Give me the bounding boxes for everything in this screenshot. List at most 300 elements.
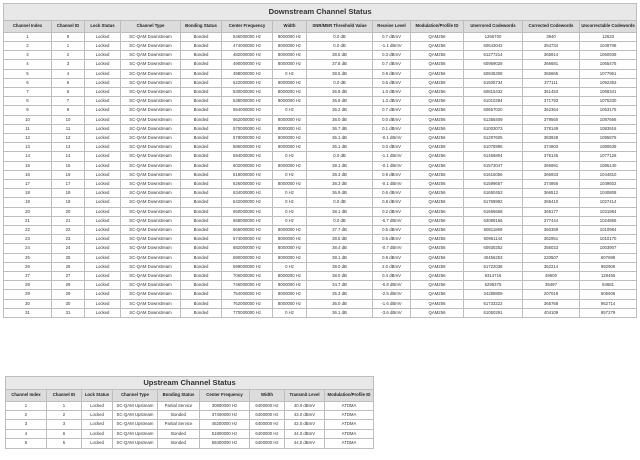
upstream-column-header: Channel Type	[113, 390, 158, 402]
downstream-cell: 404109	[523, 308, 580, 317]
downstream-cell: 10	[52, 115, 85, 124]
downstream-cell: 365177	[523, 207, 580, 216]
downstream-cell: 1085876	[580, 134, 637, 143]
downstream-cell: 0 Hz	[273, 216, 307, 225]
downstream-cell: 1063175	[580, 106, 637, 115]
upstream-cell: SC-QAM Upstream	[113, 401, 158, 410]
downstream-cell: 12633	[580, 32, 637, 41]
downstream-cell: Locked	[85, 290, 121, 299]
downstream-cell: 8000000 Hz	[273, 235, 307, 244]
downstream-table-row	[4, 152, 637, 161]
upstream-table-row	[6, 439, 374, 448]
downstream-cell: 61650453	[464, 189, 523, 198]
downstream-cell: 18	[4, 189, 52, 198]
downstream-cell: 658000000 Hz	[222, 216, 273, 225]
downstream-cell: 15	[4, 161, 52, 170]
downstream-cell: SC-QAM Downstream	[121, 308, 181, 317]
downstream-table-row	[4, 51, 637, 60]
downstream-cell: 8000000 Hz	[273, 60, 307, 69]
downstream-cell: SC-QAM Downstream	[121, 32, 181, 41]
downstream-cell: 366991	[523, 161, 580, 170]
downstream-column-header: Corrected Codewords	[523, 21, 580, 33]
downstream-cell: 0.0 dB	[307, 32, 373, 41]
downstream-cell: 0 Hz	[273, 262, 307, 271]
downstream-cell: SC-QAM Downstream	[121, 299, 181, 308]
downstream-cell: Bonded	[181, 170, 222, 179]
upstream-cell: 37400000 Hz	[200, 410, 250, 419]
downstream-cell: QAM256	[411, 272, 464, 281]
downstream-cell: 1	[4, 32, 52, 41]
downstream-cell: 14	[52, 152, 85, 161]
downstream-cell: SC-QAM Downstream	[121, 262, 181, 271]
downstream-cell: SC-QAM Downstream	[121, 198, 181, 207]
downstream-cell: 356023	[523, 244, 580, 253]
downstream-cell: Locked	[85, 198, 121, 207]
downstream-cell: 607699	[580, 253, 637, 262]
downstream-cell: QAM256	[411, 253, 464, 262]
downstream-cell: 26	[52, 262, 85, 271]
downstream-table-row	[4, 216, 637, 225]
downstream-cell: 19	[4, 198, 52, 207]
upstream-column-header: Channel ID	[47, 390, 82, 402]
downstream-cell: 362364	[523, 106, 580, 115]
downstream-cell: 1024865	[580, 216, 637, 225]
downstream-cell: 22	[52, 226, 85, 235]
downstream-cell: Bonded	[181, 42, 222, 51]
upstream-table-row	[6, 410, 374, 419]
downstream-cell: Bonded	[181, 244, 222, 253]
upstream-cell: 40.0 dBmV	[285, 401, 325, 410]
upstream-cell: ATDMA	[325, 410, 374, 419]
downstream-cell: 60643042	[464, 42, 523, 51]
downstream-cell: Bonded	[181, 299, 222, 308]
downstream-table-row	[4, 189, 637, 198]
downstream-cell: SC-QAM Downstream	[121, 143, 181, 152]
downstream-cell: 38.5 dB	[307, 235, 373, 244]
downstream-cell: 21	[4, 216, 52, 225]
downstream-cell: Locked	[85, 207, 121, 216]
upstream-column-header: Bonding Status	[158, 390, 200, 402]
downstream-cell: 34.7 dB	[307, 281, 373, 290]
downstream-cell: Locked	[85, 161, 121, 170]
upstream-cell: SC-QAM Upstream	[113, 410, 158, 419]
downstream-cell: SC-QAM Downstream	[121, 290, 181, 299]
downstream-cell: 698000000 Hz	[222, 262, 273, 271]
downstream-cell: 49600	[523, 272, 580, 281]
downstream-cell: 8000000 Hz	[273, 244, 307, 253]
downstream-cell: 15	[52, 161, 85, 170]
downstream-cell: 1010984	[580, 226, 637, 235]
downstream-cell: Bonded	[181, 226, 222, 235]
downstream-cell: 38.1 dB	[307, 207, 373, 216]
downstream-table-row	[4, 60, 637, 69]
upstream-cell: 6400000 Hz	[250, 401, 285, 410]
downstream-table-row	[4, 272, 637, 281]
downstream-cell: Locked	[85, 60, 121, 69]
downstream-table-row	[4, 69, 637, 78]
downstream-cell: QAM256	[411, 161, 464, 170]
downstream-cell: Locked	[85, 308, 121, 317]
downstream-cell: 36.9 dB	[307, 189, 373, 198]
downstream-cell: 490000000 Hz	[222, 60, 273, 69]
downstream-cell: 374866	[523, 180, 580, 189]
downstream-table-row	[4, 161, 637, 170]
downstream-cell: 0 Hz	[273, 207, 307, 216]
downstream-cell: SC-QAM Downstream	[121, 51, 181, 60]
downstream-cell: Locked	[85, 152, 121, 161]
downstream-cell: 642000000 Hz	[222, 198, 273, 207]
downstream-cell: 25	[4, 253, 52, 262]
downstream-cell: 23	[4, 235, 52, 244]
downstream-cell: 60845308	[464, 69, 523, 78]
downstream-cell: 762000000 Hz	[222, 299, 273, 308]
downstream-cell: 0.7 dBmV	[373, 32, 411, 41]
downstream-cell: 61769992	[464, 198, 523, 207]
downstream-cell: QAM256	[411, 78, 464, 87]
downstream-cell: 4	[4, 60, 52, 69]
upstream-cell: ATDMA	[325, 439, 374, 448]
downstream-cell: 2.0 dBmV	[373, 262, 411, 271]
downstream-cell: SC-QAM Downstream	[121, 207, 181, 216]
downstream-cell: 61003073	[464, 124, 523, 133]
downstream-cell: -0.7 dBmV	[373, 244, 411, 253]
downstream-cell: -3.6 dBmV	[373, 308, 411, 317]
downstream-cell: QAM256	[411, 32, 464, 41]
downstream-cell: 38.0 dB	[307, 262, 373, 271]
downstream-cell: 12	[52, 134, 85, 143]
downstream-cell: SC-QAM Downstream	[121, 115, 181, 124]
downstream-cell: 31	[52, 308, 85, 317]
downstream-cell: Locked	[85, 281, 121, 290]
downstream-cell: QAM256	[411, 244, 464, 253]
upstream-column-header: Transmit Level	[285, 390, 325, 402]
downstream-cell: 1077126	[580, 152, 637, 161]
downstream-channel-table	[3, 3, 637, 318]
downstream-cell: SC-QAM Downstream	[121, 69, 181, 78]
upstream-table-row	[6, 420, 374, 429]
downstream-cell: 36.8 dB	[307, 88, 373, 97]
upstream-cell: 44.0 dBmV	[285, 439, 325, 448]
downstream-cell: Bonded	[181, 78, 222, 87]
upstream-channel-table	[5, 376, 374, 449]
downstream-cell: Bonded	[181, 143, 222, 152]
downstream-cell: 0 Hz	[273, 170, 307, 179]
upstream-column-header: Center Frequency	[200, 390, 250, 402]
upstream-cell: 6400000 Hz	[250, 429, 285, 438]
upstream-cell: Locked	[82, 410, 113, 419]
downstream-cell: 594000000 Hz	[222, 152, 273, 161]
downstream-cell: QAM256	[411, 207, 464, 216]
downstream-cell: QAM256	[411, 262, 464, 271]
downstream-cell: Locked	[85, 216, 121, 225]
downstream-cell: 0.6 dBmV	[373, 189, 411, 198]
downstream-cell: 37.7 dB	[307, 226, 373, 235]
downstream-cell: 0.0 dBmV	[373, 143, 411, 152]
downstream-cell: Locked	[85, 115, 121, 124]
downstream-cell: Bonded	[181, 272, 222, 281]
downstream-cell: 38.1 dB	[307, 161, 373, 170]
downstream-cell: Locked	[85, 189, 121, 198]
downstream-cell: QAM256	[411, 226, 464, 235]
downstream-cell: -0.8 dBmV	[373, 281, 411, 290]
upstream-cell: SC-QAM Upstream	[113, 429, 158, 438]
downstream-cell: -1.1 dBmV	[373, 152, 411, 161]
downstream-cell: Bonded	[181, 189, 222, 198]
downstream-cell: 992906	[580, 262, 637, 271]
downstream-cell: QAM256	[411, 308, 464, 317]
downstream-table-row	[4, 235, 637, 244]
downstream-cell: 61297605	[464, 134, 523, 143]
downstream-cell: SC-QAM Downstream	[121, 226, 181, 235]
downstream-table-row	[4, 244, 637, 253]
upstream-cell: 6	[47, 429, 82, 438]
downstream-column-header: Lock Status	[85, 21, 121, 33]
downstream-cell: 0 Hz	[273, 152, 307, 161]
downstream-cell: 666000000 Hz	[222, 226, 273, 235]
upstream-column-header: Width	[250, 390, 285, 402]
downstream-cell: 61505734	[464, 78, 523, 87]
upstream-cell: 3	[6, 420, 47, 429]
downstream-cell: Bonded	[181, 51, 222, 60]
upstream-cell: Partial Service	[158, 401, 200, 410]
downstream-cell: Locked	[85, 180, 121, 189]
upstream-cell: 3	[47, 420, 82, 429]
downstream-cell: 0.6 dBmV	[373, 78, 411, 87]
downstream-cell: 1068341	[580, 88, 637, 97]
downstream-cell: 360359	[523, 226, 580, 235]
downstream-cell: 61722038	[464, 262, 523, 271]
downstream-cell: SC-QAM Downstream	[121, 78, 181, 87]
downstream-cell: 474000000 Hz	[222, 42, 273, 51]
downstream-cell: 61050291	[464, 308, 523, 317]
downstream-cell: 38.0 dB	[307, 115, 373, 124]
downstream-cell: 7	[52, 97, 85, 106]
downstream-cell: 8000000 Hz	[273, 226, 307, 235]
downstream-cell: 377444	[523, 216, 580, 225]
downstream-cell: Locked	[85, 106, 121, 115]
downstream-cell: SC-QAM Downstream	[121, 253, 181, 262]
downstream-cell: 38.0 dB	[307, 272, 373, 281]
downstream-cell: 377111	[523, 78, 580, 87]
downstream-cell: QAM256	[411, 134, 464, 143]
downstream-cell: QAM256	[411, 189, 464, 198]
downstream-cell: QAM256	[411, 216, 464, 225]
downstream-table-row	[4, 170, 637, 179]
downstream-cell: 61733222	[464, 299, 523, 308]
downstream-cell: 36.1 dB	[307, 308, 373, 317]
downstream-cell: 8000000 Hz	[273, 290, 307, 299]
downstream-cell: 522000000 Hz	[222, 78, 273, 87]
upstream-column-header: Channel Index	[6, 390, 47, 402]
downstream-cell: 0.3 dBmV	[373, 51, 411, 60]
downstream-cell: 366665	[523, 69, 580, 78]
downstream-cell: Locked	[85, 143, 121, 152]
upstream-cell: Locked	[82, 401, 113, 410]
downstream-cell: 1087666	[580, 115, 637, 124]
downstream-cell: QAM256	[411, 299, 464, 308]
downstream-cell: 602000000 Hz	[222, 161, 273, 170]
downstream-cell: 0.9 dBmV	[373, 170, 411, 179]
upstream-cell: Bonded	[158, 429, 200, 438]
downstream-cell: 0 Hz	[273, 308, 307, 317]
downstream-cell: Bonded	[181, 253, 222, 262]
downstream-cell: Locked	[85, 272, 121, 281]
downstream-cell: 706000000 Hz	[222, 272, 273, 281]
downstream-column-header: Bonding Status	[181, 21, 222, 33]
downstream-column-header: SNR/MER Threshold Value	[307, 21, 373, 33]
downstream-cell: QAM256	[411, 60, 464, 69]
downstream-cell: 9314716	[464, 272, 523, 281]
downstream-cell: SC-QAM Downstream	[121, 97, 181, 106]
downstream-cell: 9	[52, 106, 85, 115]
downstream-cell: 0.1 dBmV	[373, 124, 411, 133]
downstream-cell: 36.1 dB	[307, 134, 373, 143]
downstream-cell: Bonded	[181, 60, 222, 69]
upstream-cell: 30800000 Hz	[200, 401, 250, 410]
downstream-cell: 26	[4, 262, 52, 271]
downstream-cell: 8000000 Hz	[273, 88, 307, 97]
downstream-cell: 8000000 Hz	[273, 97, 307, 106]
downstream-cell: QAM256	[411, 235, 464, 244]
downstream-cell: QAM256	[411, 51, 464, 60]
downstream-cell: 14	[4, 152, 52, 161]
downstream-cell: 1003907	[580, 244, 637, 253]
downstream-table-row	[4, 290, 637, 299]
downstream-cell: 6	[4, 78, 52, 87]
downstream-cell: QAM256	[411, 143, 464, 152]
upstream-cell: 51800000 Hz	[200, 429, 250, 438]
downstream-cell: 61466804	[464, 152, 523, 161]
downstream-cell: 10	[4, 115, 52, 124]
downstream-cell: 376145	[523, 152, 580, 161]
downstream-table-row	[4, 253, 637, 262]
upstream-cell: 5	[6, 439, 47, 448]
downstream-table-body	[4, 32, 637, 317]
downstream-cell: SC-QAM Downstream	[121, 42, 181, 51]
downstream-cell: 20	[4, 207, 52, 216]
downstream-table-row	[4, 198, 637, 207]
downstream-cell: 7	[4, 88, 52, 97]
downstream-cell: 8000000 Hz	[273, 180, 307, 189]
downstream-table-row	[4, 42, 637, 51]
downstream-table-row	[4, 207, 637, 216]
downstream-cell: SC-QAM Downstream	[121, 235, 181, 244]
downstream-cell: 8000000 Hz	[273, 272, 307, 281]
downstream-cell: 498000000 Hz	[222, 69, 273, 78]
downstream-cell: 0 Hz	[273, 69, 307, 78]
downstream-cell: 0.0 dB	[307, 216, 373, 225]
downstream-cell: 60959028	[464, 60, 523, 69]
downstream-cell: 36.2 dB	[307, 106, 373, 115]
downstream-cell: 23	[52, 235, 85, 244]
downstream-cell: 383928	[523, 134, 580, 143]
downstream-cell: QAM256	[411, 115, 464, 124]
upstream-cell: 5	[47, 439, 82, 448]
downstream-table-row	[4, 299, 637, 308]
downstream-cell: 38.3 dB	[307, 180, 373, 189]
downstream-cell: SC-QAM Downstream	[121, 106, 181, 115]
downstream-cell: QAM256	[411, 290, 464, 299]
downstream-cell: 8000000 Hz	[273, 51, 307, 60]
downstream-cell: 362951	[523, 235, 580, 244]
downstream-cell: 361453	[523, 88, 580, 97]
downstream-cell: QAM256	[411, 124, 464, 133]
downstream-cell: Locked	[85, 170, 121, 179]
downstream-cell: Bonded	[181, 134, 222, 143]
downstream-cell: Bonded	[181, 161, 222, 170]
upstream-column-header: Lock Status	[82, 390, 113, 402]
downstream-table-row	[4, 124, 637, 133]
downstream-cell: 11	[4, 124, 52, 133]
downstream-cell: 12	[4, 134, 52, 143]
upstream-cell: Locked	[82, 429, 113, 438]
downstream-cell: Locked	[85, 235, 121, 244]
downstream-cell: 38.1 dB	[307, 253, 373, 262]
downstream-cell: Bonded	[181, 180, 222, 189]
downstream-cell: SC-QAM Downstream	[121, 161, 181, 170]
downstream-cell: 554000000 Hz	[222, 106, 273, 115]
downstream-cell: 8000000 Hz	[273, 32, 307, 41]
downstream-cell: 8000000 Hz	[273, 253, 307, 262]
upstream-table-row	[6, 429, 374, 438]
downstream-cell: Bonded	[181, 152, 222, 161]
downstream-cell: 0 Hz	[273, 189, 307, 198]
downstream-cell: 60930252	[464, 244, 523, 253]
downstream-cell: 1.0 dBmV	[373, 88, 411, 97]
upstream-cell: 6400000 Hz	[250, 439, 285, 448]
downstream-column-header: Channel Index	[4, 21, 52, 33]
downstream-cell: 634000000 Hz	[222, 189, 273, 198]
downstream-cell: Locked	[85, 244, 121, 253]
downstream-cell: Bonded	[181, 262, 222, 271]
downstream-cell: -0.1 dBmV	[373, 134, 411, 143]
downstream-cell: 4	[52, 69, 85, 78]
downstream-column-header: Center Frequency	[222, 21, 273, 33]
downstream-cell: 27	[52, 272, 85, 281]
downstream-cell: 366681	[523, 60, 580, 69]
downstream-cell: 366933	[523, 170, 580, 179]
downstream-cell: 365410	[523, 198, 580, 207]
downstream-cell: Locked	[85, 124, 121, 133]
downstream-cell: 746000000 Hz	[222, 281, 273, 290]
downstream-column-header: Unerrored Codewords	[464, 21, 523, 33]
downstream-cell: 30	[4, 299, 52, 308]
upstream-column-header: Modulation/Profile ID	[325, 390, 374, 402]
downstream-cell: 1040808	[580, 189, 637, 198]
downstream-cell: SC-QAM Downstream	[121, 124, 181, 133]
downstream-cell: QAM256	[411, 106, 464, 115]
downstream-cell: 19	[52, 198, 85, 207]
upstream-cell: Partial Service	[158, 420, 200, 429]
downstream-cell: 61616056	[464, 170, 523, 179]
downstream-cell: 690000000 Hz	[222, 253, 273, 262]
downstream-cell: Bonded	[181, 216, 222, 225]
upstream-cell: 42.0 dBmV	[285, 420, 325, 429]
downstream-cell: 1	[52, 42, 85, 51]
downstream-cell: QAM256	[411, 152, 464, 161]
downstream-cell: 371793	[523, 97, 580, 106]
downstream-cell: QAM256	[411, 42, 464, 51]
upstream-cell: 44.0 dBmV	[285, 429, 325, 438]
downstream-cell: 0.9 dBmV	[373, 69, 411, 78]
downstream-cell: 8000000 Hz	[273, 281, 307, 290]
upstream-cell: ATDMA	[325, 401, 374, 410]
downstream-cell: 60815432	[464, 88, 523, 97]
downstream-cell: SC-QAM Downstream	[121, 216, 181, 225]
upstream-cell: SC-QAM Upstream	[113, 420, 158, 429]
downstream-table-row	[4, 226, 637, 235]
downstream-cell: 8000000 Hz	[273, 143, 307, 152]
